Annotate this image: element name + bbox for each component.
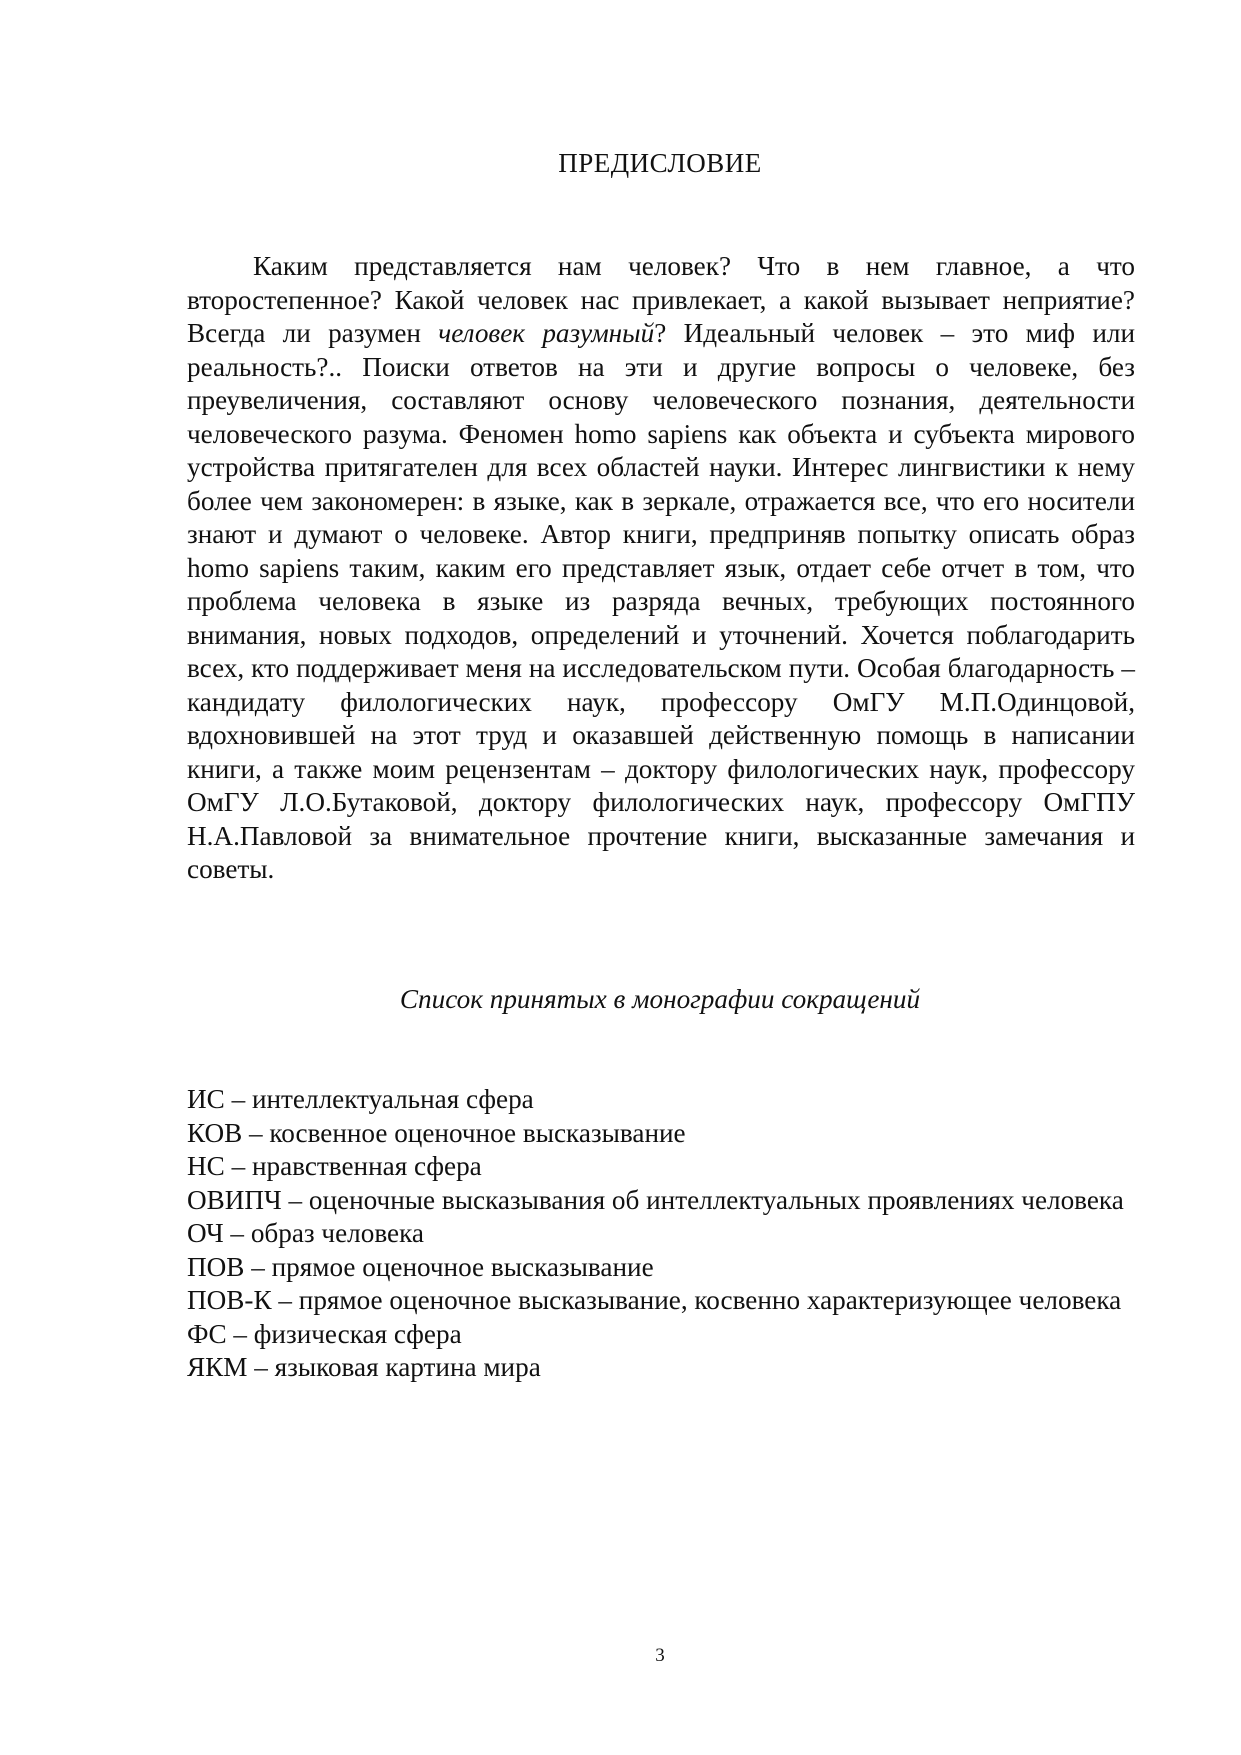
preface-italic-term: человек разумный <box>438 318 655 348</box>
abbreviations-list <box>187 1083 1135 1385</box>
abbreviation-item: ОВИПЧ – оценочные высказывания об интеллектуальных проявлениях человека <box>187 1184 1124 1215</box>
preface-text-part-1: Каким представляется нам человек? Что в нем главное, а что второстепенное? Какой человек нас привлекает, а какой вызывает неприятие? Всегда ли разумен <box>187 251 1135 348</box>
abbreviation-item: ЯКМ – языковая картина мира <box>187 1352 541 1382</box>
abbreviation-item: НС – нравственная сфера <box>187 1151 482 1181</box>
abbreviation-item: ИС – интеллектуальная сфера <box>187 1084 534 1114</box>
page-title: ПРЕДИСЛОВИЕ <box>558 148 762 178</box>
abbreviation-item: ПОВ-К – прямое оценочное высказывание, косвенно характеризующее человека <box>187 1285 1122 1315</box>
abbreviation-item: ОЧ – образ человека <box>187 1218 424 1248</box>
abbreviation-item: КОВ – косвенное оценочное высказывание <box>187 1117 686 1148</box>
abbreviation-item: ФС – физическая сфера <box>187 1318 462 1349</box>
preface-paragraph <box>187 250 1135 887</box>
preface-text-part-2: ? Идеальный человек – это миф или реальность?.. Поиски ответов на эти и другие вопросы о человеке, без преувеличения, составляют основу человеческого познания, деятельности человеческого разума. Феномен homo sapiens как объекта и субъекта мирового устройства притягателен для всех областей науки. Интерес лингвистики к нему более чем закономерен: в языке, как в зеркале, отражается все, что его носители знают и думают о человеке. Автор книги, предприняв попытку описать образ homo sapiens таким, каким его представляет язык, отдает себе отчет в том, что проблема человека в языке из разряда вечных, требующих постоянного внимания, новых подходов, определений и уточнений. Хочется поблагодарить всех, кто поддерживает меня на исследовательском пути. Особая благодарность – кандидату филологических наук, профессору ОмГУ М.П.Одинцовой, вдохновившей на этот труд и оказавшей действенную помощь в написании книги, а также моим рецензентам – доктору филологических наук, профессору ОмГУ Л.О.Бутаковой, доктору филологических наук, профессору ОмГПУ Н.А.Павловой за внимательное прочтение книги, высказанные замечания и советы. <box>187 318 1135 884</box>
abbreviation-item: ПОВ – прямое оценочное высказывание <box>187 1251 654 1282</box>
page-number: 3 <box>655 1645 665 1666</box>
abbreviations-title: Список принятых в монографии сокращений <box>399 984 921 1014</box>
